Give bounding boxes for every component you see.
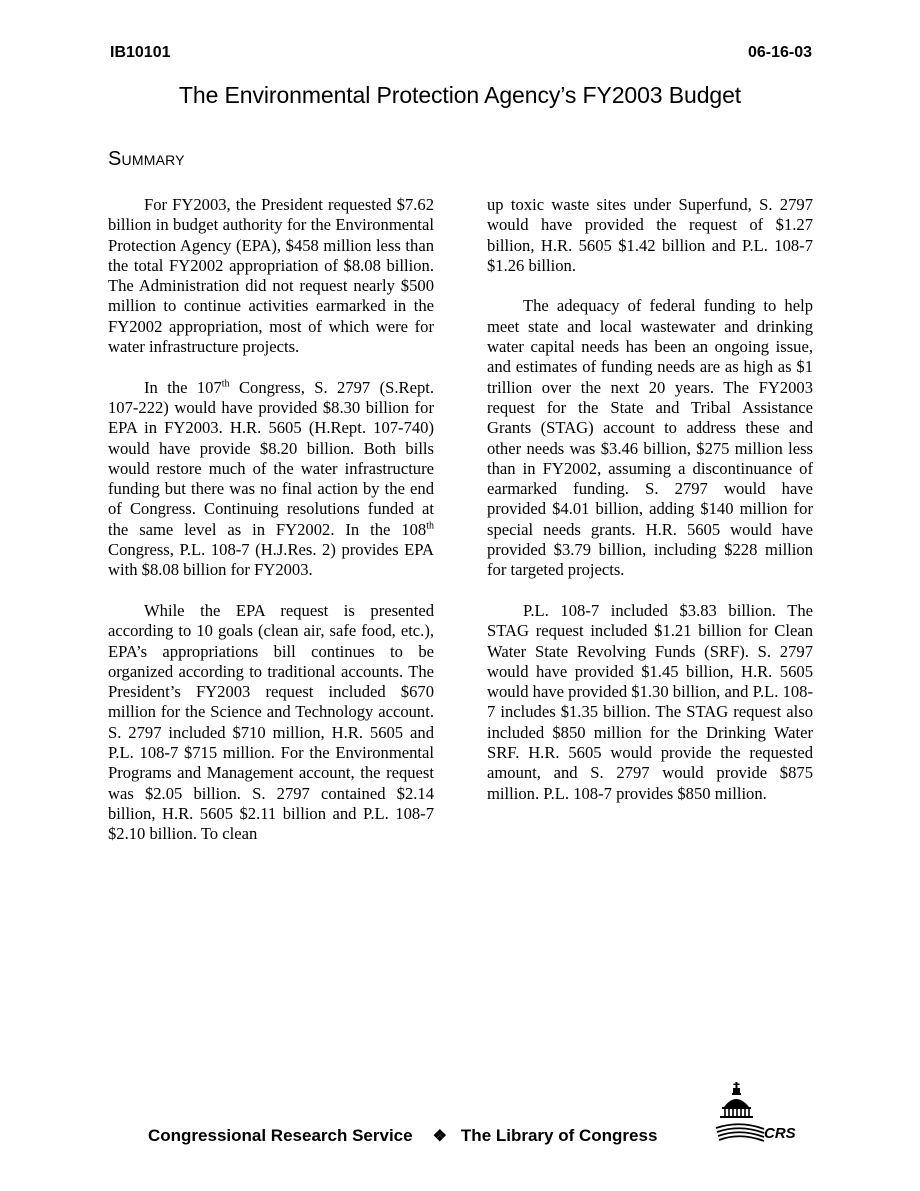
- paragraph: In the 107th Congress, S. 2797 (S.Rept. 107-222) would have provided $8.30 billion for EPA in FY2003. H.R. 5605 (H.Rept. 107-740) would have provide $8.20 billion. Both bills would restore much of the water infrastructure funding but there was no final action by the end of Congress. Continuing resolutions funded at the same level as in FY2002. In the 108th Congress, P.L. 108-7 (H.J.Res. 2) provides EPA with $8.08 billion for FY2003.: [108, 377, 434, 580]
- crs-logo-text: CRS: [764, 1125, 796, 1142]
- paragraph: For FY2003, the President requested $7.62 billion in budget authority for the Environmental Protection Agency (EPA), $458 million less than the total FY2002 appropriation of $8.08 billion. The Administration did not request nearly $500 million to continue activities earmarked in the FY2002 appropriation, most of which were for water infrastructure projects.: [108, 195, 434, 357]
- footer-crs: Congressional Research Service: [148, 1126, 413, 1145]
- paragraph: While the EPA request is presented according to 10 goals (clean air, safe food, etc.), EPA’s appropriations bill continues to be organized according to traditional accounts. The President’s FY2003 request included $670 million for the Science and Technology account. S. 2797 included $710 million, H.R. 5605 and P.L. 108-7 $715 million. For the Environmental Programs and Management account, the request was $2.05 billion. S. 2797 contained $2.14 billion, H.R. 5605 $2.11 billion and P.L. 108-7 $2.10 billion. To clean: [108, 600, 434, 844]
- paragraph: P.L. 108-7 included $3.83 billion. The STAG request included $1.21 billion for Clean Water State Revolving Funds (SRF). S. 2797 would have provided $1.45 billion, H.R. 5605 would have provided $1.30 billion, and P.L. 108-7 includes $1.35 billion. The STAG request also included $850 million for the Drinking Water SRF. H.R. 5605 would provide the requested amount, and S. 2797 would provide $875 million. P.L. 108-7 provides $850 million.: [487, 600, 813, 803]
- section-heading: Summary: [108, 148, 185, 170]
- paragraph: The adequacy of federal funding to help meet state and local wastewater and drinking water capital needs has been an ongoing issue, and estimates of funding needs are as high as $1 trillion over the next 20 years. The FY2003 request for the State and Tribal Assistance Grants (STAG) account to address these and other needs was $3.46 billion, $275 million less than in FY2002, assuming a discontinuance of earmarked funding. S. 2797 would have provided $4.01 billion, adding $140 million for special needs grants. H.R. 5605 would have provided $3.79 billion, including $228 million for targeted projects.: [487, 296, 813, 580]
- left-column: [108, 195, 434, 865]
- right-column: [487, 195, 813, 824]
- paragraph-continued: up toxic waste sites under Superfund, S. 2797 would have provided the request of $1.27 billion, H.R. 5605 $1.42 billion and P.L. 108-7 $1.26 billion.: [487, 195, 813, 275]
- footer: [148, 1126, 657, 1146]
- document-id: IB10101: [110, 44, 171, 61]
- diamond-separator-icon: ❖: [432, 1128, 447, 1145]
- footer-library: The Library of Congress: [460, 1126, 658, 1145]
- page-title: The Environmental Protection Agency’s FY2003 Budget: [178, 82, 742, 108]
- document-date: 06-16-03: [747, 44, 812, 61]
